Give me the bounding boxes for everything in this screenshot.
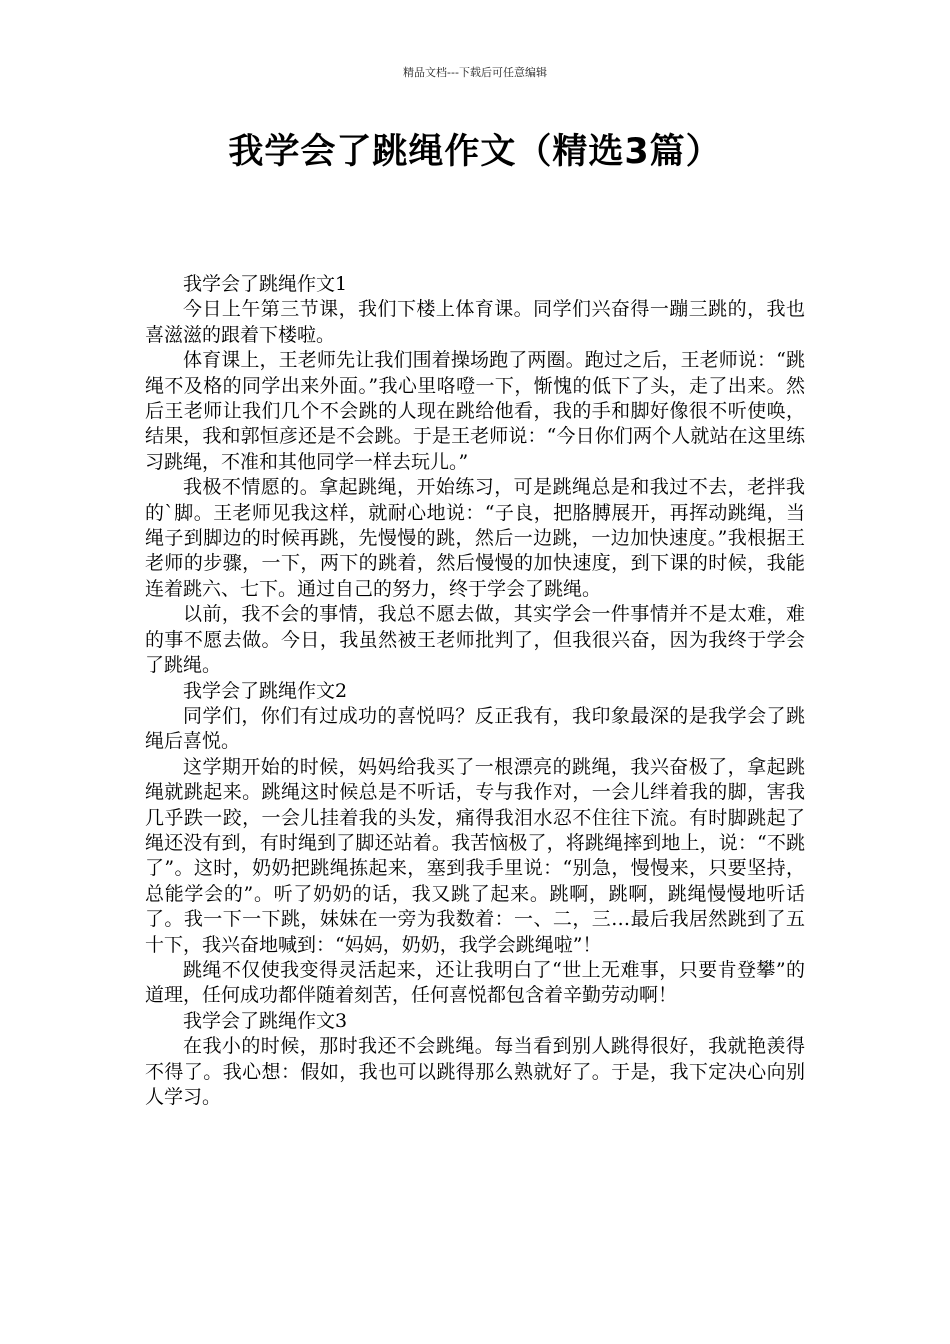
essay-2 (145, 679, 805, 1009)
paragraph: 今日上午第三节课，我们下楼上体育课。同学们兴奋得一蹦三跳的，我也喜滋滋的跟着下楼啦。 (145, 298, 805, 346)
paragraph: 以前，我不会的事情，我总不愿去做，其实学会一件事情并不是太难，难的事不愿去做。今日，我虽然被王老师批判了，但我很兴奋，因为我终于学会了跳绳。 (145, 603, 805, 677)
paragraph: 同学们，你们有过成功的喜悦吗？反正我有，我印象最深的是我学会了跳绳后喜悦。 (145, 704, 805, 753)
header-note: 精品文档---下载后可任意编辑 (403, 66, 547, 79)
paragraph: 我极不情愿的。拿起跳绳，开始练习，可是跳绳总是和我过不去，老拌我的`脚。王老师见我这样，就耐心地说：“子良，把胳膊展开，再挥动跳绳，当绳子到脚边的时候再跳，先慢慢的跳，然后一边跳，一边加快速度。”我根据王老师的步骤，一下，两下的跳着，然后慢慢的加快速度，到下课的时候，我能连着跳六、七下。通过自己的努力，终于学会了跳绳。 (145, 476, 805, 600)
paragraph: 跳绳不仅使我变得灵活起来，还让我明白了“世上无难事，只要肯登攀”的道理，任何成功都伴随着刻苦，任何喜悦都包含着辛勤劳动啊！ (145, 958, 805, 1007)
essay-heading: 我学会了跳绳作文2 (183, 679, 348, 702)
document-title: 我学会了跳绳作文（精选3篇） (228, 132, 722, 172)
essay-heading: 我学会了跳绳作文1 (183, 273, 348, 295)
essay-1 (145, 272, 805, 679)
paragraph: 这学期开始的时候，妈妈给我买了一根漂亮的跳绳，我兴奋极了，拿起跳绳就跳起来。跳绳这时候总是不听话，专与我作对，一会儿绊着我的脚，害我几乎跌一跤，一会儿挂着我的头发，痛得我泪水忍不住往下流。有时脚跳起了绳还没有到，有时绳到了脚还站着。我苦恼极了，将跳绳摔到地上，说：“不跳了”。这时，奶奶把跳绳拣起来，塞到我手里说：“别急，慢慢来，只要坚持，总能学会的”。听了奶奶的话，我又跳了起来。跳啊，跳啊，跳绳慢慢地听话了。我一下一下跳，妹妹在一旁为我数着：一、二，三…最后我居然跳到了五十下，我兴奋地喊到：“妈妈，奶奶，我学会跳绳啦”！ (145, 755, 805, 956)
paragraph: 体育课上，王老师先让我们围着操场跑了两圈。跑过之后，王老师说：“跳绳不及格的同学出来外面。”我心里咯噔一下，惭愧的低下了头，走了出来。然后王老师让我们几个不会跳的人现在跳给他看，我的手和脚好像很不听使唤，结果，我和郭恒彦还是不会跳。于是王老师说：“今日你们两个人就站在这里练习跳绳，不准和其他同学一样去玩儿。” (145, 349, 805, 473)
essay-3 (145, 1009, 805, 1111)
document-body (145, 272, 805, 1110)
paragraph: 在我小的时候，那时我还不会跳绳。每当看到别人跳得很好，我就艳羡得不得了。我心想：假如，我也可以跳得那么熟就好了。于是，我下定决心向别人学习。 (145, 1035, 805, 1108)
essay-heading: 我学会了跳绳作文3 (183, 1009, 348, 1032)
